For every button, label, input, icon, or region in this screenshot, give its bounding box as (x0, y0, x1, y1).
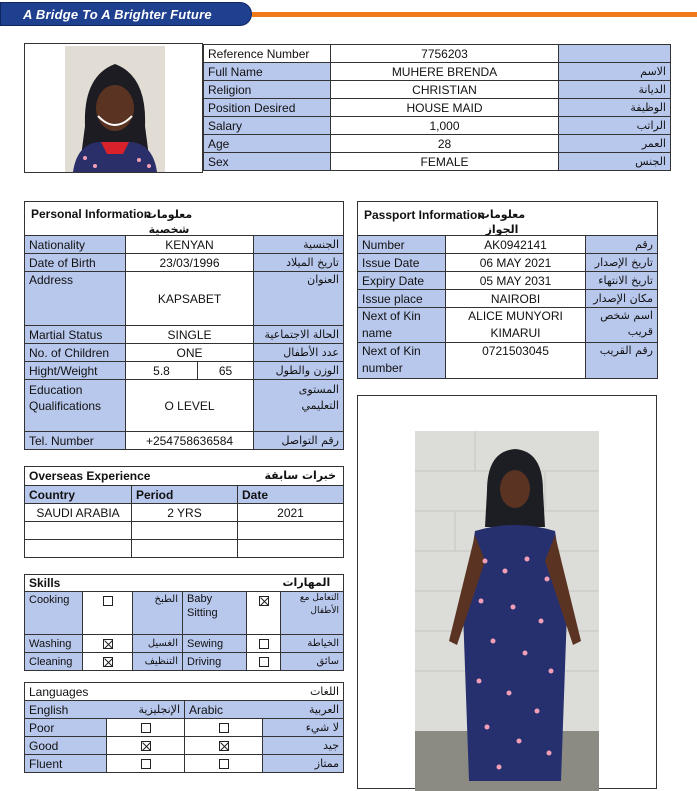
expiry-date-ar: تاريخ الانتهاء (586, 272, 658, 290)
lang-poor-arabic-checkbox[interactable] (219, 723, 229, 733)
children-label: No. of Children (25, 344, 126, 362)
education-ar: المستوى التعليمي (254, 380, 344, 432)
full-photo-frame (357, 395, 657, 789)
height-value: 5.8 (126, 362, 198, 380)
position-ar: الوظيفة (559, 99, 671, 117)
height-weight-label: Hight/Weight (25, 362, 126, 380)
tel-label: Tel. Number (25, 432, 126, 450)
overseas-period: 2 YRS (132, 504, 238, 522)
full-name-value: MUHERE BRENDA (331, 63, 559, 81)
lang-english-ar: الإنجليزية (107, 701, 185, 719)
dob-ar: تاريخ الميلاد (254, 254, 344, 272)
tel-ar: رقم التواصل (254, 432, 344, 450)
lang-poor-english-checkbox[interactable] (141, 723, 151, 733)
age-value: 28 (331, 135, 559, 153)
full-length-photo (415, 431, 599, 791)
salary-value: 1,000 (331, 117, 559, 135)
dob-value: 23/03/1996 (126, 254, 254, 272)
sex-value: FEMALE (331, 153, 559, 171)
skill-cooking-label: Cooking (25, 592, 83, 635)
salary-label: Salary (204, 117, 331, 135)
skill-driving-checkbox[interactable] (259, 657, 269, 667)
overseas-country: SAUDI ARABIA (25, 504, 132, 522)
skill-washing-label: Washing (25, 635, 83, 653)
address-ar: العنوان (254, 272, 344, 326)
table-row (25, 540, 344, 558)
religion-value: CHRISTIAN (331, 81, 559, 99)
kin-number-value: 0721503045 (446, 343, 586, 379)
lang-english-label: English (25, 701, 107, 719)
header-accent-line (252, 12, 697, 17)
lang-fluent-ar: ممتاز (263, 755, 344, 773)
children-value: ONE (126, 344, 254, 362)
sex-ar: الجنس (559, 153, 671, 171)
tel-value: +254758636584 (126, 432, 254, 450)
skill-baby-label: Baby Sitting (183, 592, 247, 635)
overseas-col-period: Period (132, 486, 238, 504)
lang-fluent-english-checkbox[interactable] (141, 759, 151, 769)
skill-cleaning-label: Cleaning (25, 653, 83, 671)
nationality-value: KENYAN (126, 236, 254, 254)
lang-good-label: Good (25, 737, 107, 755)
passport-info-table (357, 201, 658, 379)
passport-number-value: AK0942141 (446, 236, 586, 254)
personal-info-header (25, 202, 344, 236)
table-row (25, 504, 344, 522)
kin-name-value: ALICE MUNYORI KIMARUI (446, 308, 586, 343)
passport-info-title: Passport Information (364, 207, 485, 222)
passport-number-ar: رقم (586, 236, 658, 254)
children-ar: عدد الأطفال (254, 344, 344, 362)
position-label: Position Desired (204, 99, 331, 117)
expiry-date-label: Expiry Date (358, 272, 446, 290)
issue-date-ar: تاريخ الإصدار (586, 254, 658, 272)
marital-ar: الحالة الاجتماعية (254, 326, 344, 344)
kin-name-label: Next of Kin name (358, 308, 446, 343)
kin-number-label: Next of Kin number (358, 343, 446, 379)
weight-value: 65 (198, 362, 254, 380)
lang-arabic-label: Arabic (185, 701, 263, 719)
header-banner (0, 2, 252, 26)
education-label: Education Qualifications (25, 380, 126, 432)
religion-ar: الديانة (559, 81, 671, 99)
portrait-photo (65, 46, 165, 172)
issue-place-value: NAIROBI (446, 290, 586, 308)
overseas-col-country: Country (25, 486, 132, 504)
age-ar: العمر (559, 135, 671, 153)
nationality-label: Nationality (25, 236, 126, 254)
lang-fluent-arabic-checkbox[interactable] (219, 759, 229, 769)
overseas-date: 2021 (238, 504, 344, 522)
overseas-col-date: Date (238, 486, 344, 504)
overseas-experience-table (24, 466, 344, 558)
skills-title: Skills (29, 576, 61, 590)
lang-poor-ar: لا شيء (263, 719, 344, 737)
full-name-ar: الاسم (559, 63, 671, 81)
languages-title-ar: اللغات (185, 683, 344, 701)
languages-table (24, 682, 344, 773)
overseas-header (25, 467, 344, 486)
expiry-date-value: 05 MAY 2031 (446, 272, 586, 290)
issue-date-label: Issue Date (358, 254, 446, 272)
lang-arabic-ar: العربية (263, 701, 344, 719)
marital-label: Martial Status (25, 326, 126, 344)
marital-value: SINGLE (126, 326, 254, 344)
lang-poor-label: Poor (25, 719, 107, 737)
overseas-title-ar: خبرات سابقة (264, 469, 337, 482)
sex-label: Sex (204, 153, 331, 171)
skill-driving-ar: سائق (281, 653, 344, 671)
skill-sewing-ar: الخياطة (281, 635, 344, 653)
overseas-title: Overseas Experience (29, 469, 151, 483)
passport-number-label: Number (358, 236, 446, 254)
issue-date-value: 06 MAY 2021 (446, 254, 586, 272)
nationality-ar: الجنسية (254, 236, 344, 254)
position-value: HOUSE MAID (331, 99, 559, 117)
skill-cleaning-checkbox[interactable] (103, 657, 113, 667)
skills-header (25, 575, 344, 592)
age-label: Age (204, 135, 331, 153)
skill-sewing-label: Sewing (183, 635, 247, 653)
languages-title: Languages (25, 683, 185, 701)
issue-place-ar: مكان الإصدار (586, 290, 658, 308)
portrait-photo-frame (24, 43, 203, 173)
skill-baby-checkbox[interactable] (259, 596, 269, 606)
skill-washing-ar: الغسيل (133, 635, 183, 653)
skill-baby-ar: التعامل مع الأطفال (281, 592, 344, 635)
skill-cleaning-ar: التنظيف (133, 653, 183, 671)
skill-driving-label: Driving (183, 653, 247, 671)
issue-place-label: Issue place (358, 290, 446, 308)
full-name-label: Full Name (204, 63, 331, 81)
dob-label: Date of Birth (25, 254, 126, 272)
skills-table (24, 574, 344, 671)
passport-info-title-ar: معلومات الجواز (478, 207, 526, 236)
address-value: KAPSABET (126, 272, 254, 326)
religion-label: Religion (204, 81, 331, 99)
personal-info-title-ar: معلومات شخصية (145, 207, 193, 236)
slogan: A Bridge To A Brighter Future (23, 7, 212, 22)
salary-ar: الراتب (559, 117, 671, 135)
skill-cooking-checkbox[interactable] (103, 596, 113, 606)
address-label: Address (25, 272, 126, 326)
skill-cooking-ar: الطبخ (133, 592, 183, 635)
lang-fluent-label: Fluent (25, 755, 107, 773)
reference-value: 7756203 (331, 45, 559, 63)
height-weight-ar: الوزن والطول (254, 362, 344, 380)
lang-good-english-checkbox[interactable] (141, 741, 151, 751)
summary-table (203, 44, 671, 171)
reference-label: Reference Number (204, 45, 331, 63)
kin-number-ar: رقم القريب (586, 343, 658, 379)
kin-name-ar: اسم شخص قريب (586, 308, 658, 343)
skill-sewing-checkbox[interactable] (259, 639, 269, 649)
skills-title-ar: المهارات (282, 576, 331, 589)
lang-good-arabic-checkbox[interactable] (219, 741, 229, 751)
table-row (25, 522, 344, 540)
lang-good-ar: جيد (263, 737, 344, 755)
personal-info-table (24, 201, 344, 450)
skill-washing-checkbox[interactable] (103, 639, 113, 649)
personal-info-title: Personal Information (31, 206, 152, 221)
education-value: O LEVEL (126, 380, 254, 432)
passport-info-header (358, 202, 658, 236)
